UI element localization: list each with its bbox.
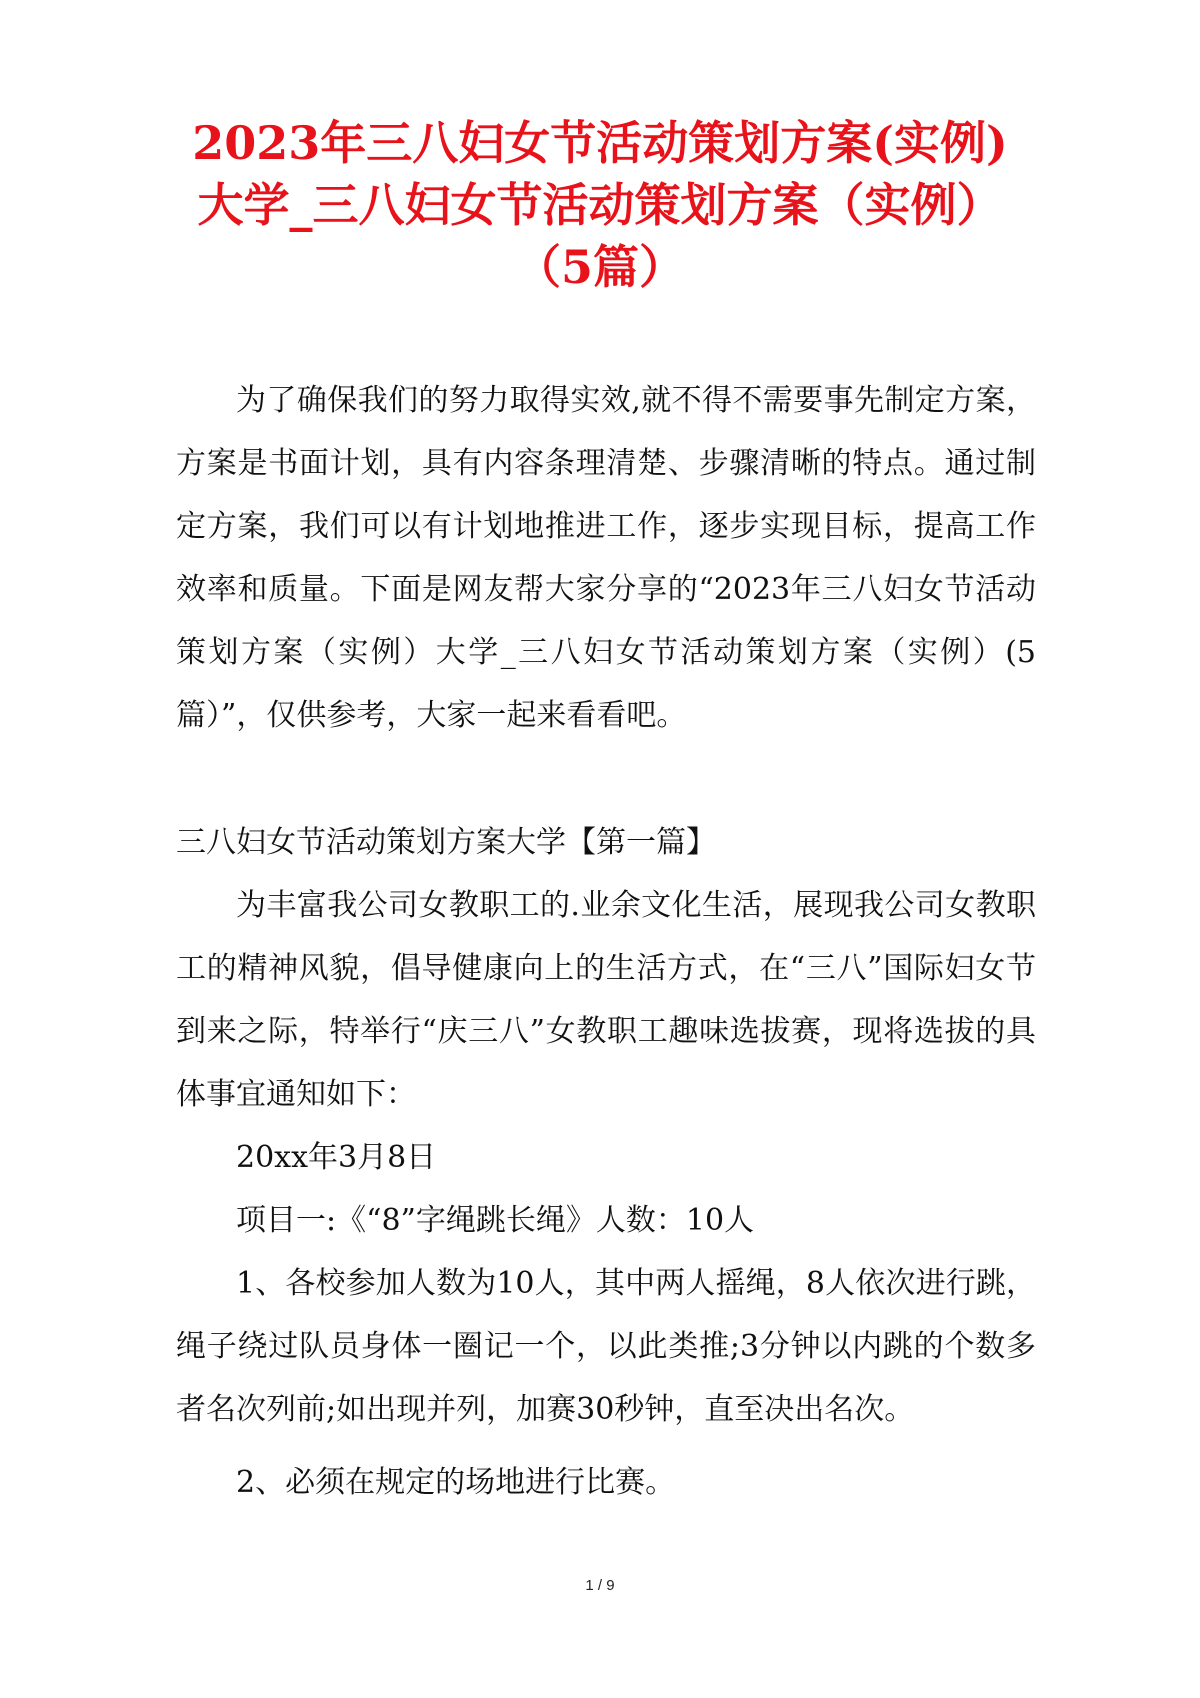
document-title [150, 112, 1050, 298]
project-line: 项目一:《“8”字绳跳长绳》人数：10人 [236, 1203, 755, 1238]
intro-paragraph: 为了确保我们的努力取得实效,就不得不需要事先制定方案，方案是书面计划，具有内容条理清楚、步骤清晰的特点。通过制定方案，我们可以有计划地推进工作，逐步实现目标，提高工作效率和质量。下面是网友帮大家分享的“2023年三八妇女节活动策划方案（实例）大学_三八妇女节活动策划方案（实例）(5篇）”，仅供参考，大家一起来看看吧。 [176, 383, 1036, 733]
date-line: 20xx年3月8日 [236, 1140, 437, 1175]
body-paragraph-1: 为丰富我公司女教职工的.业余文化生活，展现我公司女教职工的精神风貌，倡导健康向上的生活方式，在“三八”国际妇女节到来之际，特举行“庆三八”女教职工趣味选拔赛，现将选拔的具体事宜通知如下： [176, 888, 1036, 1112]
paragraph-gap [176, 1441, 1036, 1451]
title-line-2: 大学_三八妇女节活动策划方案（实例） [197, 178, 1003, 232]
page-number: 1 / 9 [585, 1577, 615, 1594]
title-line-1: 2023年三八妇女节活动策划方案(实例) [192, 116, 1008, 170]
section-heading: 三八妇女节活动策划方案大学【第一篇】 [176, 825, 716, 860]
title-line-3: （5篇） [514, 240, 685, 294]
rule-item-2: 2、必须在规定的场地进行比赛。 [236, 1465, 676, 1500]
document-body [176, 369, 1036, 1514]
rule-item-1: 1、各校参加人数为10人，其中两人摇绳，8人依次进行跳，绳子绕过队员身体一圈记一个，以此类推;3分钟以内跳的个数多者名次列前;如出现并列，加赛30秒钟，直至决出名次。 [176, 1266, 1036, 1427]
